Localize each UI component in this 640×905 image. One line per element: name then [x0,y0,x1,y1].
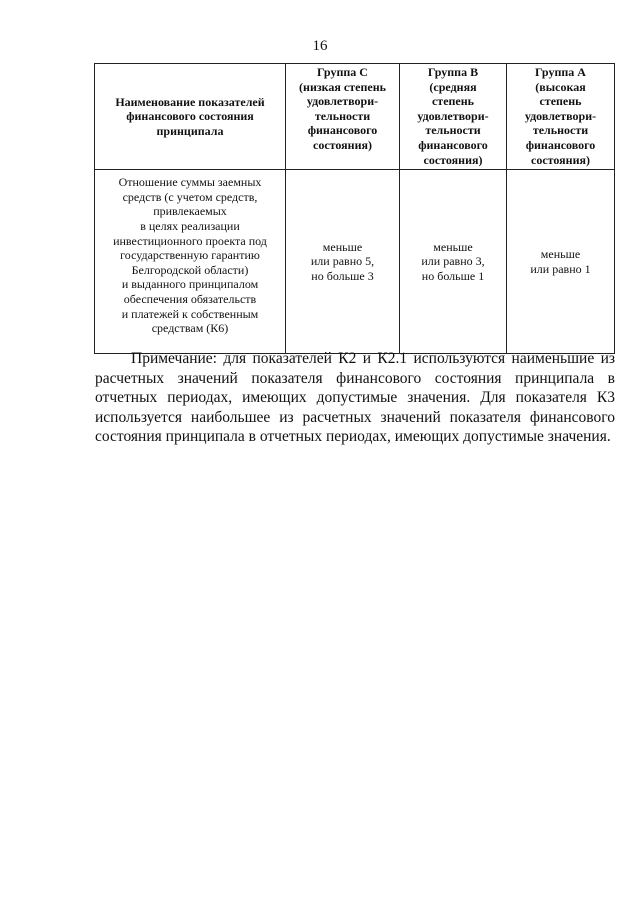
header-group-b: Группа В (средняя степень удовлетвори- тельности финансового состояния) [400,64,507,170]
note-text: Примечание: для показателей К2 и К2.1 используются наименьшие из расчетных значений показателя финансового состояния принципала в отчетных периодах, имеющих допустимые значения. Для показателя К3 используется наибольшее из расчетных значений показателя финансового состояния принципала в отчетных периодах, имеющих допустимые значения. [95,350,615,445]
group-a-value: меньше или равно 1 [507,170,615,354]
indicator-k6-name: Отношение суммы заемных средств (с учетом средств, привлекаемых в целях реализации инвестиционного проекта под государственную гарантию Белгородской области) и выданного принципалом обеспечения обязательств и платежей к собственным средствам (К6) [95,170,286,354]
indicators-table [94,63,615,354]
header-group-c: Группа С (низкая степень удовлетвори- тельности финансового состояния) [286,64,400,170]
group-c-value: меньше или равно 5, но больше 3 [286,170,400,354]
group-b-value: меньше или равно 3, но больше 1 [400,170,507,354]
header-group-a: Группа А (высокая степень удовлетвори- тельности финансового состояния) [507,64,615,170]
note-paragraph [95,349,615,447]
table-row [95,170,615,354]
header-indicator-name: Наименование показателей финансового состояния принципала [95,64,286,170]
table-header-row [95,64,615,170]
page-number: 16 [312,38,328,54]
